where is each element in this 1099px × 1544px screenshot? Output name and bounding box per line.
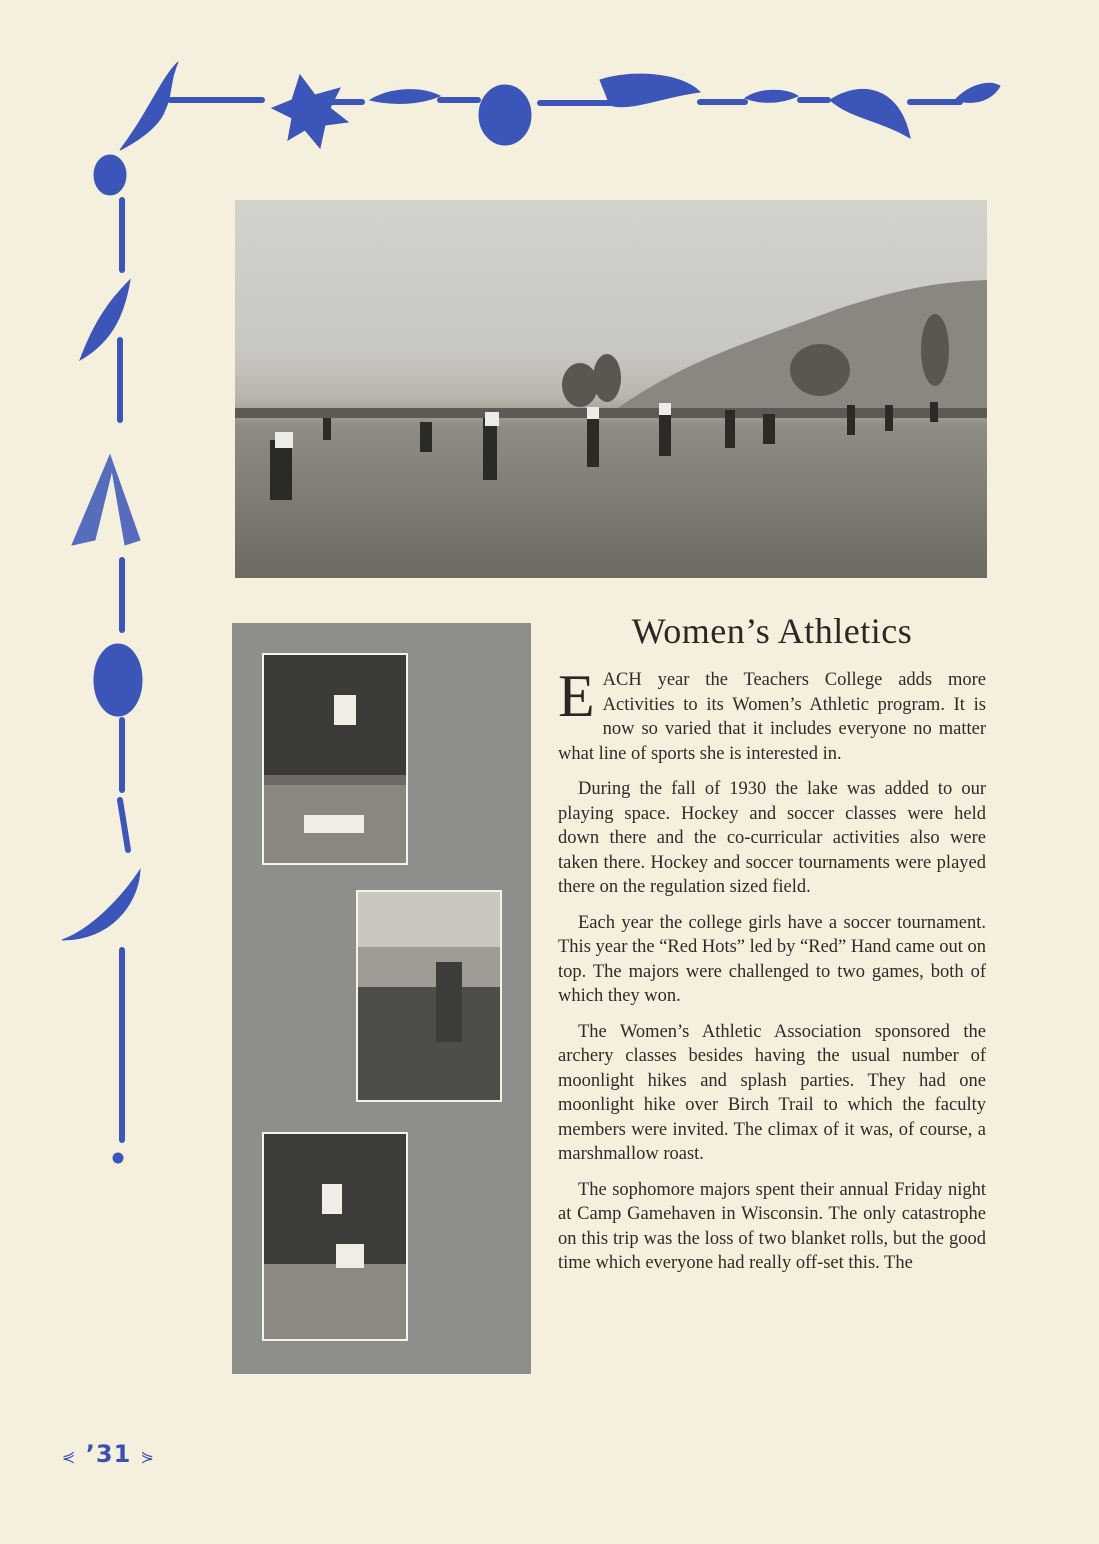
article-title: Women’s Athletics [631,611,913,651]
page-folio [62,1440,155,1468]
pine-cone-icon [94,644,142,716]
article-paragraph: The Women’s Athletic Association sponsored the archery classes besides having the usual number of moonlight hikes and splash parties. They had one moonlight hike over Birch Trail to which the faculty members were invited. The climax of it was, of course, a marshmallow roast. [558,1021,986,1164]
holly-leaf-icon [62,870,140,940]
leaf-icon [370,90,440,104]
tassel-icon [72,455,140,545]
acorn-icon [94,155,126,195]
pine-cone-icon [479,85,531,145]
ornament-left-icon: ⋞ [62,1447,77,1466]
article-paragraph: The sophomore majors spent their annual Friday night at Camp Gamehaven in Wisconsin. The only catastrophe on this trip was the loss of two blanket rolls, but the good time which everyone had really off-set this. The [558,1179,986,1273]
folio-year: ’31 [85,1440,132,1468]
article-paragraph: Each year the college girls have a soccer tournament. This year the “Red Hots” led by “Red” Hand came out on top. The majors were challenged to two games, both of which they won. [558,912,986,1006]
large-leaf-icon [830,89,910,138]
article [558,610,986,1287]
field-hockey-photo [235,200,987,578]
snapshot-hockey-player [356,890,502,1102]
small-leaf-icon [955,83,1000,102]
holly-leaf-icon [120,62,178,150]
maple-leaf-icon [272,75,348,148]
leaf-icon [600,74,700,107]
berry-icon [113,1153,123,1163]
snapshot-girls-stunt [262,653,408,865]
snapshot-two-girls [262,1132,408,1341]
photo-panel [232,623,531,1374]
ornament-right-icon: ⋟ [140,1447,156,1466]
article-paragraph: EACH year the Teachers College adds more Activities to its Women’s Athletic program. It is now so varied that it includes everyone no matter what line of sports she is interested in. [558,663,986,764]
leaf-icon [745,90,798,102]
drop-cap: E [558,663,595,729]
article-paragraph: During the fall of 1930 the lake was added to our playing space. Hockey and soccer classes were held down there and the co-curricular activities also were taken there. Hockey and soccer tournaments were played there on the regulation sized field. [558,779,986,897]
